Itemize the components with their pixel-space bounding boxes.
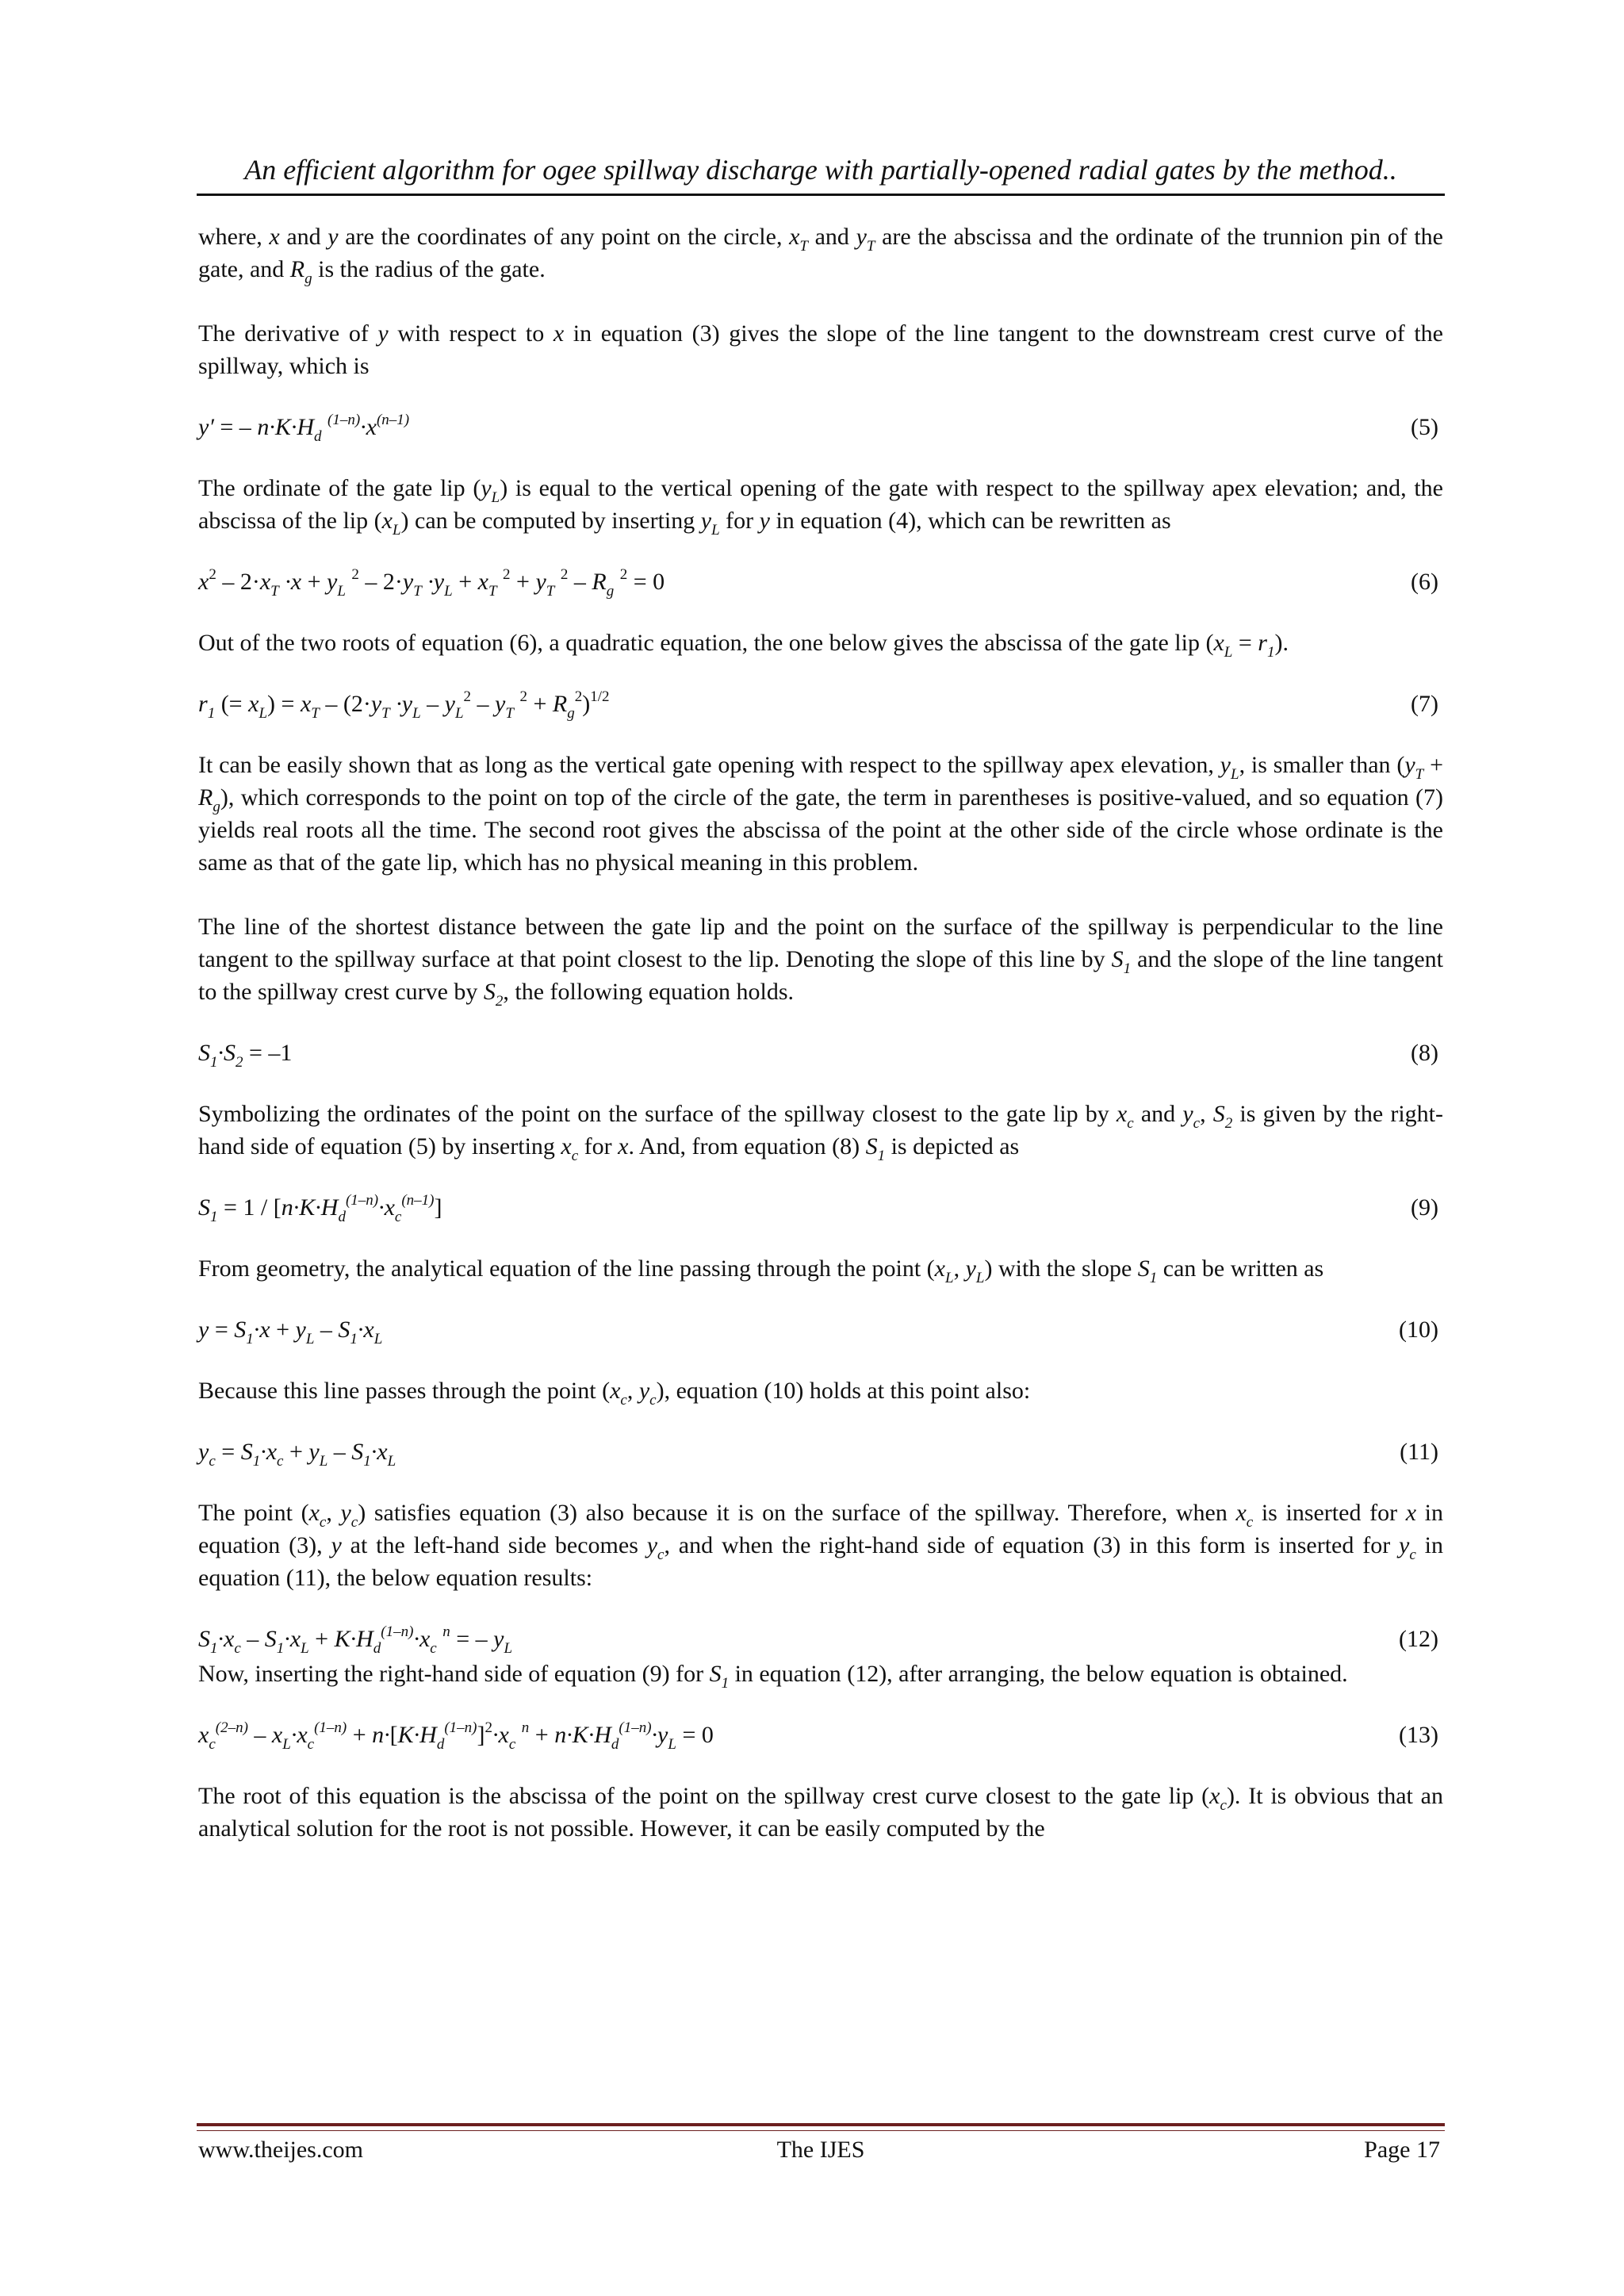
- equation-number-11: (11): [1400, 1439, 1438, 1465]
- equation-6: $x^2 - 2\cdot x_T \cdot x + y_L$ $^2 - 2\cdot y_T \cdot y_L + x_T$ $^2 + y_T$ $^2 - R_g$ $^2$ = 0 (6): [198, 566, 1438, 600]
- footer-page-number: Page 17: [1364, 2137, 1440, 2163]
- equation-12: $S_1\cdot x_c - S_1\cdot x_L + K\cdot H_d^{(1-n)}\cdot x_c$ $^n$ = – $y_L$ (12): [198, 1623, 1438, 1657]
- equation-number-12: (12): [1399, 1626, 1438, 1652]
- equation-13: $x_c^{(2-n)} - x_L\cdot x_c^{(1-n)} + n\cdot[K\cdot H_d^{(1-n)}]^2\cdot x_c$ $^n + n\cdot K\cdot H_d^{(1-n)}\cdot y_L = 0$ (13): [198, 1719, 1438, 1753]
- footer-website: www.theijes.com: [198, 2137, 364, 2163]
- paragraph-geometry-line: From geometry, the analytical equation of the line passing through the point ($x_L$, $y_L$) with the slope $S_1$ can be written as: [198, 1255, 1324, 1286]
- paragraph-inserting-rhs: Now, inserting the right-hand side of equation (9) for $S_1$ in equation (12), after arranging, the below equation is obtained.: [198, 1661, 1348, 1692]
- equation-number-5: (5): [1411, 414, 1438, 440]
- paragraph-quadratic-roots: Out of the two roots of equation (6), a quadratic equation, the one below gives the abscissa of the gate lip $(x_L = r_1)$.: [198, 630, 1289, 661]
- equation-number-7: (7): [1411, 691, 1438, 717]
- equation-11: $y_c = S_1\cdot x_c + y_L - S_1\cdot x_L$ (11): [198, 1435, 1443, 1468]
- paragraph-gate-lip-ordinate: The ordinate of the gate lip $(y_L)$ is equal to the vertical opening of the gate with respect to the spillway apex elevation; and, the abscissa of the lip $(x_L)$ can be computed by inserting $y_L$ for y in equation (4), which can be rewritten as: [198, 475, 1443, 539]
- equation-9: $S_1 = 1 / [n\cdot K\cdot H_d^{(1-n)}\cdot x_c^{(n-1)}]$ (9): [198, 1192, 1438, 1225]
- paragraph-real-roots: It can be easily shown that as long as the vertical gate opening with respect to the spillway apex elevation, $y_L$, is smaller than $(y_T + R_g)$, which corresponds to the point on top of the circle of the gate, the term in parentheses is positive-valued, and so equation (7) yields real roots all the time. The second root gives the abscissa of the point at the other side of the circle whose ordinate is the same as that of the gate lip, which has no physical meaning in this problem.: [198, 752, 1443, 876]
- footer-journal: The IJES: [776, 2137, 865, 2163]
- paragraph-coordinates-definition: where, x and y are the coordinates of any point on the circle, $x_T$ and $y_T$ are the abscissa and the ordinate of the trunnion pin of the gate, and $R_g$ is the radius of the gate.: [198, 224, 1443, 287]
- paragraph-root-abscissa: The root of this equation is the abscissa of the point on the spillway crest curve closest to the gate lip $(x_c)$. It is obvious that an analytical solution for the root is not possible. However, it can be easily computed by the: [198, 1783, 1443, 1842]
- header-rule: [197, 194, 1445, 196]
- paragraph-shortest-distance: The line of the shortest distance between the gate lip and the point on the surface of the spillway is perpendicular to the line tangent to the spillway surface at that point closest to the lip. Denoting the slope of this line by $S_1$ and the slope of the line tangent to the spillway crest curve by $S_2$, the following equation holds.: [198, 914, 1444, 1010]
- equation-number-13: (13): [1399, 1722, 1438, 1748]
- paragraph-satisfies-equation-3: The point ($x_c$, $y_c$) satisfies equation (3) also because it is on the surface of the spillway. Therefore, when $x_c$ is inserted for x in equation (3), y at the left-hand side becomes $y_c$, and when the right-hand side of equation (3) in this form is inserted for $y_c$ in equation (11), the below equation results:: [198, 1500, 1443, 1591]
- equation-5: y′ = – $n\cdot K\cdot H_d$ $^{(1-n)}\cdot x^{(n-1)}$ (5): [198, 412, 1438, 445]
- equation-number-9: (9): [1411, 1194, 1438, 1221]
- paragraph-symbolizing-ordinates: Symbolizing the ordinates of the point on the surface of the spillway closest to the gate lip by $x_c$ and $y_c$, $S_2$ is given by the right-hand side of equation (5) by inserting $x_c$ for x. And, from equation (8) $S_1$ is depicted as: [198, 1101, 1444, 1164]
- footer-rule-thin: [197, 2130, 1445, 2131]
- running-header: An efficient algorithm for ogee spillway discharge with partially-opened radial gates by the method..: [244, 154, 1397, 186]
- equation-7: $r_1$ (= $x_L) = x_T - (2\cdot y_T \cdot y_L - y_L^2 - y_T$ $^2 + R_g^2)^{1/2}$ (7): [198, 688, 1438, 722]
- paragraph-derivative: The derivative of y with respect to x in equation (3) gives the slope of the line tangent to the downstream crest curve of the spillway, which is: [198, 320, 1443, 379]
- equation-10: $y = S_1\cdot x + y_L - S_1\cdot x_L$ (10): [198, 1313, 1443, 1346]
- equation-8: $S_1\cdot S_2 = -1$ (8): [198, 1037, 1443, 1069]
- equation-number-10: (10): [1399, 1317, 1438, 1343]
- equation-number-8: (8): [1411, 1040, 1438, 1066]
- equation-number-6: (6): [1411, 569, 1438, 595]
- page-body: [198, 220, 1443, 1845]
- footer-rule-thick: [197, 2123, 1445, 2126]
- paragraph-line-passes: Because this line passes through the point ($x_c$, $y_c$), equation (10) holds at this point also:: [198, 1378, 1031, 1409]
